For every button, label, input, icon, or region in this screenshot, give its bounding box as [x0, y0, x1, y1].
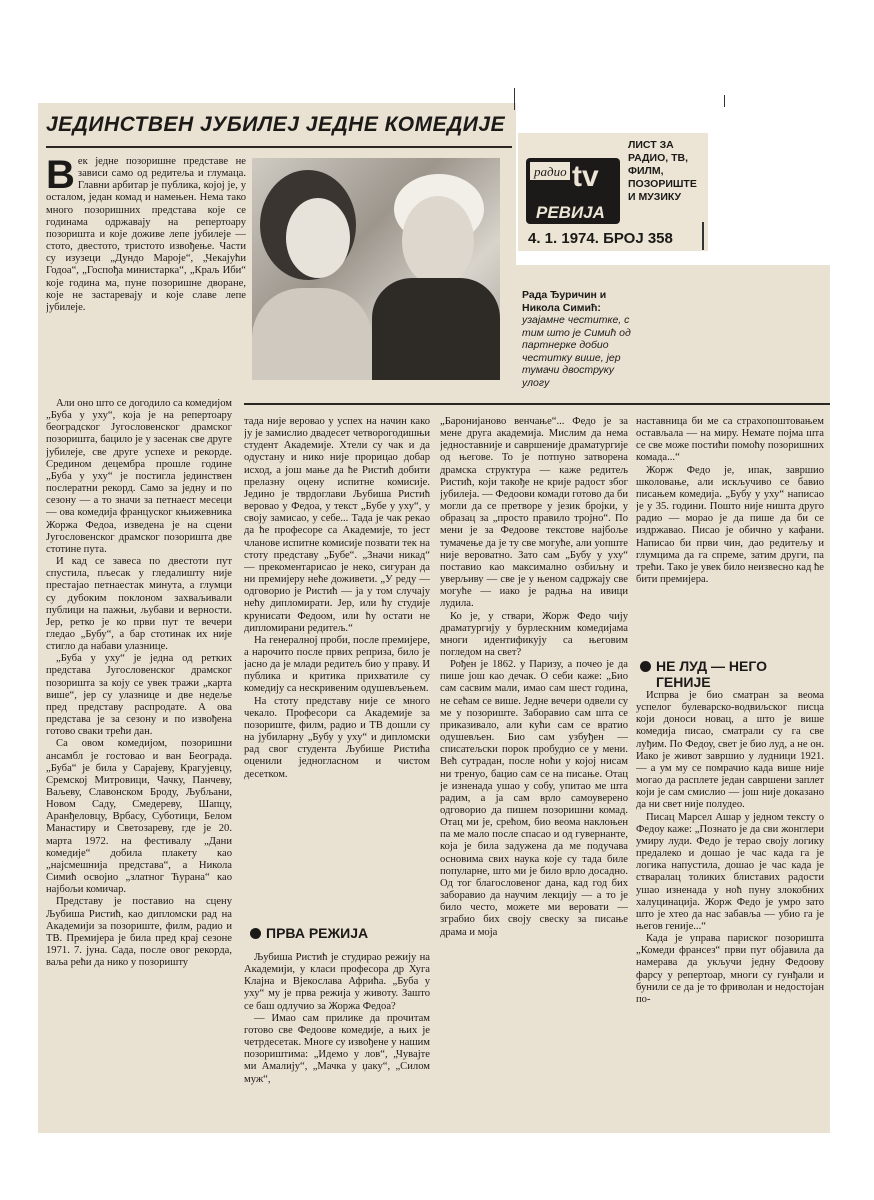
headline: ЈЕДИНСТВЕН ЈУБИЛЕЈ ЈЕДНЕ КОМЕДИЈЕ — [46, 113, 506, 136]
logo-tv-glyph: tv — [572, 160, 599, 193]
scan-mark — [702, 222, 704, 250]
paragraph: — Имао сам прилике да прочитам готово све Федоове комедије, а њих је четрдесетак. Многе су извођене у нашим позориштима: „Идемо у лов“, „Чувајте ми Амалију“, „Мачка у џаку“, „Силом муж“, — [244, 1012, 430, 1085]
section-rule — [244, 403, 830, 405]
bullet-icon — [250, 928, 261, 939]
issue-date: 4. 1. 1974. — [528, 230, 599, 247]
masthead-dateline — [528, 230, 673, 247]
column-4-bottom — [636, 690, 824, 1130]
paragraph: „Баронијаново венчање“... Федо је за мене друга академија. Мислим да нема једноставније и савршеније драматургије од његове. То је потпуно затворена драмска структура — каже редитељ Ристић, који такође не крије радост због јубилеја. — Федоови комади готово да би могли да се претворе у језик бројки, у образац за „просто правило тројно“. По мени је за Федоове текстове најбоље тумачење да је ту све могуће, али уопште није вероватно. Зато сам „Бубу у уху“ поставио као максимално озбиљну и уверљиву — све је у њеном садржају све могуће — иако је радња на ивици лудила. — [440, 416, 628, 610]
paragraph: наставница би ме са страхопоштовањем остављала — на миру. Немате појма шта се све може постићи помоћу позоришних комада...“ — [636, 416, 824, 464]
photo-caption — [522, 289, 642, 389]
paragraph: На стоту представу није се много чекало. Професори са Академије за позориште, филм, радио и ТВ дошли су на јубиларну „Бубу у уху“ и дипломски рад свог студента Љубише Ристића оценили једногласном и чистом десетком. — [244, 695, 430, 780]
headline-rule — [46, 146, 512, 148]
masthead-tagline: ЛИСТ ЗА РАДИО, ТВ, ФИЛМ, ПОЗОРИШТЕ И МУЗИКУ — [628, 139, 697, 203]
paragraph: Жорж Федо је, ипак, завршио школовање, али искључиво се бавио писањем комедија. „Бубу у уху“ написао је у 35. години. Пошто није ништа друго радио — морао је да пише да би се издржавао. Писао је обично у кафани. Написао би први чин, дао редитељу и глумцима да га спреме, затим други, па трећи. Тако је увек било неизвесно кад ће бити премијера. — [636, 464, 824, 586]
photo — [252, 158, 500, 380]
paragraph: Рођен је 1862. у Паризу, а почео је да пише још као дечак. О себи каже: „Био сам сасвим мали, имао сам шест година, не сећам се више. Једне вечери одвели су ме у позориште. Заборавио сам шта се приказивало, али кући сам се вратио одушевљен. Био сам узбуђен — списатељски порок пробудио се у мени. Већ сутрадан, после ноћи у којој нисам ни тренуо, бацио сам се на писање. Отац је изненада ушао у собу, упитао ме шта радим, а ја сам врло самоуверено одговорио да пишем позоришни комад. Отац ми је, срећом, био веома наклоњен па ме мало после спасао и од гувернанте, која је била задужена да ме подучава основима свих наука које су тада биле популарне, што ми је било врло досадно. Од тог благословеног дана, кад год бих заборавио да научим лекцију — а то је било често, можете ми веровати — зграбио бих своју свеску за писање драма и моја — [440, 659, 628, 938]
lead-paragraph — [46, 156, 246, 314]
paragraph: И кад се завеса по двестоти пут спустила, пљесак у гледалишту није престајао петнаестак минута, а глумци су дубоким поклоном захваљивали публици на пажњи, љубави и верности. Јер, ретко је ко први пут те вечери гледао „Бубу“, а бар стотинак их није стигло да набави улазнице. — [46, 556, 232, 653]
subhead-text-line2: ГЕНИЈЕ — [656, 674, 711, 690]
lead-text: ек једне позоришне представе не зависи само од редитеља и глумаца. Главни арбитар је публика, којој је, у осталом, један комад и намењен. Нема тако много позоришних представа које се годинама одржавају на репертоару позоришта и које доживе лепе јубилеје — стото, двестото, тристото извођење. Части су изузеци „Дундо Мароје“, „Чекајући Годоа“, „Госпођа министарка“, „Краљ Иби“ које година ма, пуне позоришне дворане, које не застаревају и које славе лепе јубилеје. — [46, 156, 246, 313]
subhead-prva-rezija — [250, 925, 430, 941]
photo-figure-woman-coat — [252, 288, 372, 380]
paragraph: „Буба у уху“ је једна од ретких представа Југословенског драмског позоришта за коју се увек тражи „карта више“, јер су улазнице и две недеље пред представу распродате. А ова представа је за сезону и по извођена готово сваки трећи дан. — [46, 653, 232, 738]
column-1-bottom — [46, 398, 232, 1130]
paragraph: Писац Марсел Ашар у једном тексту о Федоу каже: „Познато је да сви жонглери умиру луди. Федо је терао своју логику предалеко и дошао је час када га је логика напустила, дошао је час када је стваралац толиких блиставих радости ушао изненада у ноћ пуну злокобних халуцинација. Жорж Федо је умро зато што је хтео да нас забавља — убио га је његов геније...“ — [636, 811, 824, 932]
subhead-text: ПРВА РЕЖИЈА — [266, 925, 369, 941]
column-4-top — [636, 416, 824, 656]
photo-figure-woman-face — [286, 198, 350, 278]
paragraph: На генералној проби, после премијере, а нарочито после првих репризa, било је јасно да је млади редитељ био у праву. И публика и критика прихватиле су комедију са нескривеним одушевљењем. — [244, 634, 430, 695]
paragraph: тада није веровао у успех на начин како ју је замислио двадесет четворогодишњи студент Академије. Хтели су чак и да одустану и нико није прорицао добар исход, а још мање да ће Ристић добити прелазну оцену испитне комисије. Једино је тврдоглави Љубиша Ристић веровао у Федоа, у текст „Бубе у уху“, у своју замисао, у себе... Тада је чак рекао да ће професоре са Академије, то јест чланове испитне комисије позвати тек на стоту представу „Бубе“. „Значи никад“ — прекоментарисао је неко, сигуран да ни премијеру неће доживети. „У реду — одговорио је Ристић — ја у том случају нећу дипломирати. Јер, или ћу студије крунисати Федоом, или ћу остати не дипломирани редитељ.“ — [244, 416, 430, 634]
column-2-top — [244, 416, 430, 912]
issue-number: БРОЈ 358 — [603, 230, 673, 247]
paragraph: Испрва је био сматран за веома успелог булеварско-водвиљског писца који доноси новац, а што је више комедија писао, сматрали су га све луђим. По Федоу, свет је био луд, а не он. Иако је живот завршио у лудници 1921. — а ум му се помрачио када више није могао да расплете један савршени заплет који је сам смислио — још није доказано да ни свет није полудео. — [636, 690, 824, 811]
scan-mark — [724, 95, 725, 107]
caption-names: Рада Ђуричин и Никола Симић: — [522, 289, 607, 314]
drop-cap: В — [46, 156, 75, 197]
paragraph: Представу је поставио на сцену Љубиша Ристић, као дипломски рад на Академији за позориште, филм, радио и ТВ. Премијера је била пред крај сезоне 1971. 7. јуна. Сада, после овог рекорда, ваља рећи да нико у позоришту — [46, 896, 232, 969]
paragraph: Али оно што се догодило са комедијом „Буба у уху“, која је на репертоару београдског Југословенског драмског позоришта, бацило је у засенак све друге јубилеје, све друге успехе и рекорде. Средином децембра прошле године „Буба у уху“ је постигла јединствен послератни рекорд. Само за једну и по сезону — а то значи за петнаест месеци — ова комедија француског књижевника Жоржа Федоа, изведена је на сцени Југословенског драмског позоришта две стотине пута. — [46, 398, 232, 555]
logo-radio-text: радио — [534, 164, 567, 179]
column-2-bottom — [244, 952, 430, 1130]
paragraph: Љубиша Ристић је студирао режију на Академији, у класи професора др Хуга Клајна и Вјекослава Афрића. „Буба у уху“ му је прва режија у животу. Зашто се баш одлучио за Жоржа Федоа? — [244, 952, 430, 1012]
photo-figure-man-face — [402, 196, 474, 286]
scan-mark — [514, 88, 515, 110]
bullet-icon — [640, 661, 651, 672]
subhead-ne-lud — [640, 658, 824, 690]
logo-revija-text: РЕВИЈА — [536, 203, 605, 222]
subhead-text-line1: НЕ ЛУД — НЕГО — [656, 658, 768, 674]
paragraph: Ко је, у ствари, Жорж Федо чију драматургију у бурлескним комедијама многи идентификују са његовим погледом на свет? — [440, 610, 628, 658]
caption-text: узајамне честитке, с тим што је Симић од партнерке добио честитку више, јер тумачи двоструку улогу — [522, 314, 631, 389]
paragraph: Са овом комедијом, позоришни ансамбл је гостовао и ван Београда. „Буба“ је била у Сарајеву, Крагујевцу, Сремској Митровици, Чачку, Панчеву, Ваљеву, Славонском Броду, Љубљани, Новом Саду, Смедереву, Шапцу, Аранђеловцу, Врбасу, Суботици, Белом Манастиру и Светозареву, где је 20. марта 1972. на фестивалу „Дани комедије“ добила плакету као „најсмешнија представа“, а Никола Симић освојио „златног Ћурана“ као најбољи комичар. — [46, 738, 232, 896]
photo-figure-man-coat — [372, 278, 500, 380]
tv-revija-logo — [526, 140, 620, 230]
column-3 — [440, 416, 628, 1130]
column-1-top — [46, 156, 246, 414]
paragraph: Када је управа париског позоришта „Комеди франсез“ први пут објавила да намерава да укључи једну Федоову фарсу у репертоар, многи су гунђали и бунили се да је то фриволан и недостојан по- — [636, 933, 824, 1005]
